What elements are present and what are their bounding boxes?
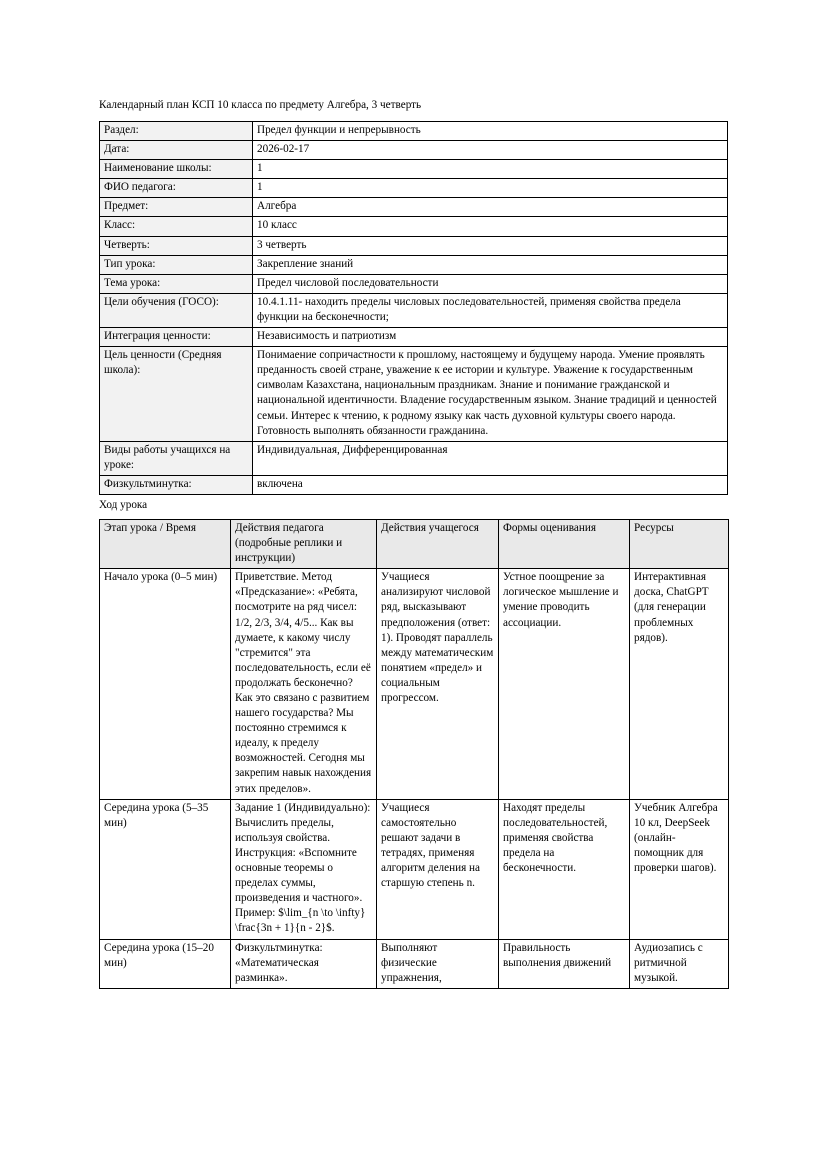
cell-assessment: Находят пределы последовательностей, применяя свойства предела на бесконечности.: [499, 799, 630, 939]
cell-assessment: Устное поощрение за логическое мышление и умение проводить ассоциации.: [499, 569, 630, 799]
table-row: [100, 236, 728, 255]
table-row: [100, 799, 729, 939]
info-value: Алгебра: [253, 198, 728, 217]
column-header-resources: Ресурсы: [630, 519, 729, 568]
table-row: [100, 569, 729, 799]
info-value: 10 класс: [253, 217, 728, 236]
cell-resources-text: Аудиозапись с ритмичной музыкой.: [634, 941, 703, 984]
table-row: [100, 141, 728, 160]
cell-teacher-actions: Задание 1 (Индивидуально): Вычислить пределы, используя свойства. Инструкция: «Вспомните основные теоремы о пределах суммы, произведения и частного». Пример: $\lim_{n \to \infty} \frac{3n + 1}{n - 2}$.: [231, 799, 377, 939]
table-row: [100, 274, 728, 293]
info-value: 3 четверть: [253, 236, 728, 255]
info-value: включена: [253, 475, 728, 494]
cell-resources: Учебник Алгебра 10 кл, DeepSeek (онлайн-помощник для проверки шагов).: [630, 799, 729, 939]
cell-stage: [100, 939, 231, 988]
lesson-table-body: [100, 569, 729, 989]
info-label: Физкультминутка:: [100, 475, 253, 494]
lesson-table-head: [100, 519, 729, 568]
info-label: ФИО педагога:: [100, 179, 253, 198]
table-header-row: [100, 519, 729, 568]
table-row: [100, 441, 728, 475]
cell-teacher-actions-text: Физкультминутка: «Математическая разминка».: [235, 941, 323, 984]
info-value: Индивидуальная, Дифференцированная: [253, 441, 728, 475]
info-label: Предмет:: [100, 198, 253, 217]
document-content: [99, 98, 728, 989]
table-row: [100, 293, 728, 327]
cell-stage: Начало урока (0–5 мин): [100, 569, 231, 799]
info-value: Закрепление знаний: [253, 255, 728, 274]
info-label: Цели обучения (ГОСО):: [100, 293, 253, 327]
table-row: [100, 217, 728, 236]
info-label: Четверть:: [100, 236, 253, 255]
info-value: 1: [253, 160, 728, 179]
info-value: 1: [253, 179, 728, 198]
table-row: [100, 347, 728, 442]
info-label: Наименование школы:: [100, 160, 253, 179]
info-table-body: [100, 122, 728, 495]
page-title: Календарный план КСП 10 класса по предмету Алгебра, 3 четверть: [99, 99, 422, 111]
info-value: 2026-02-17: [253, 141, 728, 160]
column-header-stage: Этап урока / Время: [100, 519, 231, 568]
lesson-flow-heading: Ход урока: [99, 498, 148, 511]
lesson-info-table: [99, 121, 728, 495]
info-label: Дата:: [100, 141, 253, 160]
info-label: Класс:: [100, 217, 253, 236]
info-value: 10.4.1.11- находить пределы числовых последовательностей, применяя свойства предела функции на бесконечности;: [253, 293, 728, 327]
info-label: Цель ценности (Средняя школа):: [100, 347, 253, 442]
info-label: Раздел:: [100, 122, 253, 141]
column-header-assessment: Формы оценивания: [499, 519, 630, 568]
table-row: [100, 179, 728, 198]
info-value: Независимость и патриотизм: [253, 328, 728, 347]
table-row: [100, 160, 728, 179]
info-value: Предел функции и непрерывность: [253, 122, 728, 141]
cell-assessment-text: Правильность выполнения движений: [503, 941, 612, 969]
cell-stage: Середина урока (5–35 мин): [100, 799, 231, 939]
info-label: Интеграция ценности:: [100, 328, 253, 347]
table-row: [100, 255, 728, 274]
table-row: [100, 122, 728, 141]
cell-student-actions-text: Выполняют физические упражнения,: [381, 941, 442, 984]
cell-student-actions: Учащиеся анализируют числовой ряд, высказывают предположения (ответ: 1). Проводят параллель между математическим понятием «предел» и социальным прогрессом.: [377, 569, 499, 799]
info-label: Тип урока:: [100, 255, 253, 274]
table-row: [100, 475, 728, 494]
cell-resources: Интерактивная доска, ChatGPT (для генерации проблемных рядов).: [630, 569, 729, 799]
cell-student-actions: [377, 939, 499, 988]
table-row: [100, 328, 728, 347]
info-label: Тема урока:: [100, 274, 253, 293]
cell-resources: [630, 939, 729, 988]
info-value: Предел числовой последовательности: [253, 274, 728, 293]
info-label: Виды работы учащихся на уроке:: [100, 441, 253, 475]
cell-assessment: [499, 939, 630, 988]
column-header-teacher-actions: Действия педагога (подробные реплики и инструкции): [231, 519, 377, 568]
column-header-student-actions: Действия учащегося: [377, 519, 499, 568]
table-row: [100, 198, 728, 217]
cell-teacher-actions: [231, 939, 377, 988]
cell-student-actions: Учащиеся самостоятельно решают задачи в тетрадях, применяя алгоритм деления на старшую степень n.: [377, 799, 499, 939]
table-row: [100, 939, 729, 988]
cell-teacher-actions: Приветствие. Метод «Предсказание»: «Ребята, посмотрите на ряд чисел: 1/2, 2/3, 3/4, 4/5... Как вы думаете, к какому числу "стремится" эта последовательность, если её продолжать бесконечно? Как это связано с развитием нашего государства? Мы постоянно стремимся к идеалу, к пределу возможностей. Сегодня мы закрепим навык нахождения этих пределов».: [231, 569, 377, 799]
cell-stage-text: Середина урока (15–20 мин): [104, 941, 214, 969]
info-value: Понимаение сопричастности к прошлому, настоящему и будущему народа. Умение проявлять преданность своей стране, уважение к ее истории и культуре. Уважение к государственным символам Казахстана, национальным праздникам. Знание и понимание гражданской и национальной идентичности. Владение государственным языком. Знание традиций и ценностей семьи. Интерес к чтению, к родному языку как часть духовной культуры своего народа. Готовность выполнять обязанности гражданина.: [253, 347, 728, 442]
lesson-flow-table: [99, 519, 729, 989]
